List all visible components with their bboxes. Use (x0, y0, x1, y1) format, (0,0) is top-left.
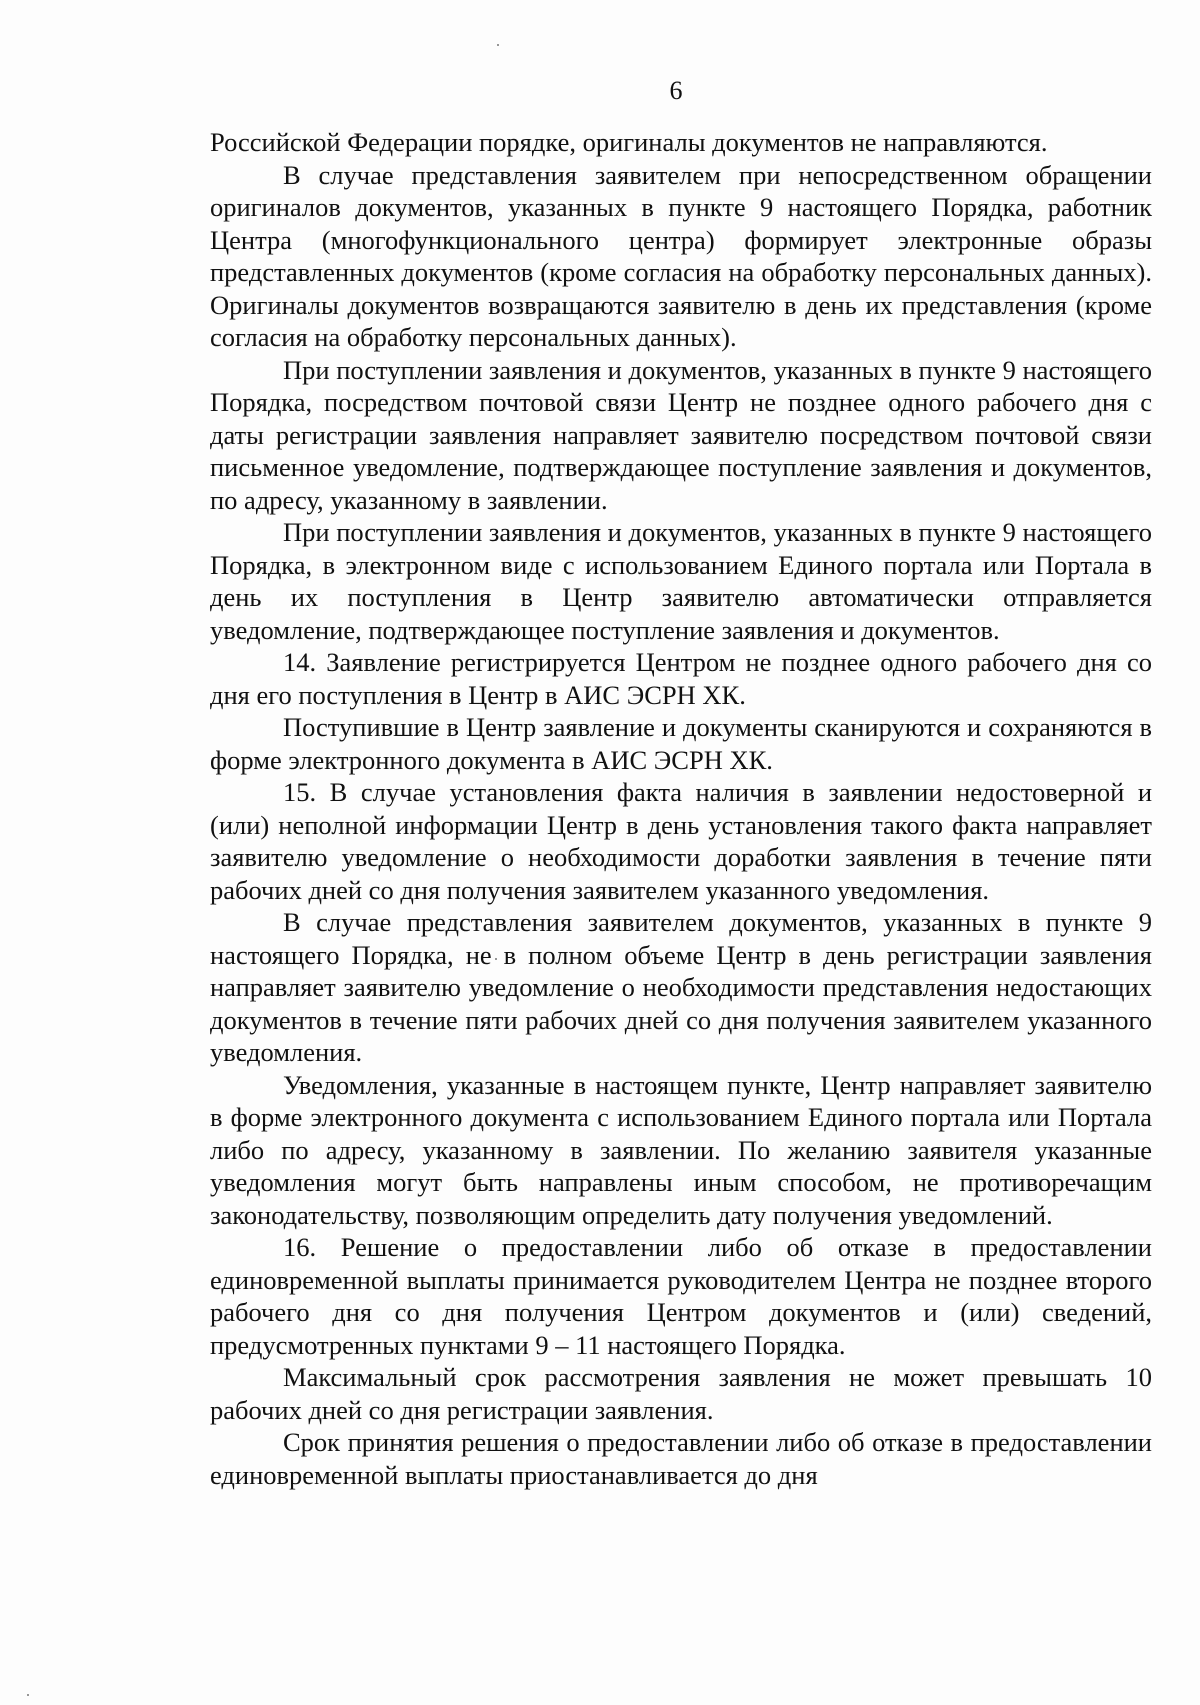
paragraph-continuation: Российской Федерации порядке, оригиналы документов не направляются. (210, 127, 1048, 157)
paragraph: В случае представления заявителем при непосредственном обращении оригиналов документов, указанных в пункте 9 настоящего Порядка, работник Центра (многофункционального центра) формирует электронные образы представленных документов (кроме согласия на обработку персональных данных). Оригиналы документов возвращаются заявителю в день их представления (кроме согласия на обработку персональных данных). (210, 159, 1152, 352)
scan-speck (497, 44, 499, 46)
scan-speck (27, 1694, 29, 1696)
paragraph: При поступлении заявления и документов, указанных в пункте 9 настоящего Порядка, посредством почтовой связи Центр не позднее одного рабочего дня с даты регистрации заявления направляет заявителю посредством почтовой связи письменное уведомление, подтверждающее поступление заявления и документов, по адресу, указанному в заявлении. (210, 354, 1152, 515)
paragraph: При поступлении заявления и документов, указанных в пункте 9 настоящего Порядка, в электронном виде с использованием Единого портала или Портала в день их поступления в Центр заявителю автоматически отправляется уведомление, подтверждающее поступление заявления и документов. (210, 517, 1152, 645)
paragraph: В случае представления заявителем документов, указанных в пункте 9 настоящего Порядка, не в полном объеме Центр в день регистрации заявления направляет заявителю уведомление о необходимости представления недостающих документов в течение пяти рабочих дней со дня получения заявителем указанного уведомления. (210, 907, 1152, 1067)
paragraph-item-15: 15. В случае установления факта наличия в заявлении недостоверной и (или) неполной информации Центр в день установления такого факта направляет заявителю уведомление о необходимости доработки заявления в течение пяти рабочих дней со дня получения заявителем указанного уведомления. (210, 777, 1152, 905)
paragraph: Срок принятия решения о предоставлении либо об отказе в предоставлении единовременной выплаты приостанавливается до дня (210, 1427, 1152, 1490)
paragraph-item-16: 16. Решение о предоставлении либо об отказе в предоставлении единовременной выплаты принимается руководителем Центра не позднее второго рабочего дня со дня получения Центром документов и (или) сведений, предусмотренных пунктами 9 – 11 настоящего Порядка. (210, 1232, 1152, 1360)
document-body (210, 126, 1152, 1491)
paragraph: Поступившие в Центр заявление и документы сканируются и сохраняются в форме электронного документа в АИС ЭСРН ХК. (210, 712, 1152, 775)
page-number: 6 (669, 76, 683, 105)
paragraph-item-14: 14. Заявление регистрируется Центром не позднее одного рабочего дня со дня его поступления в Центр в АИС ЭСРН ХК. (210, 647, 1152, 710)
paragraph: Уведомления, указанные в настоящем пункте, Центр направляет заявителю в форме электронного документа с использованием Единого портала или Портала либо по адресу, указанному в заявлении. По желанию заявителя указанные уведомления могут быть направлены иным способом, не противоречащим законодательству, позволяющим определить дату получения уведомлений. (210, 1069, 1152, 1230)
paragraph: Максимальный срок рассмотрения заявления не может превышать 10 рабочих дней со дня регистрации заявления. (210, 1362, 1152, 1425)
